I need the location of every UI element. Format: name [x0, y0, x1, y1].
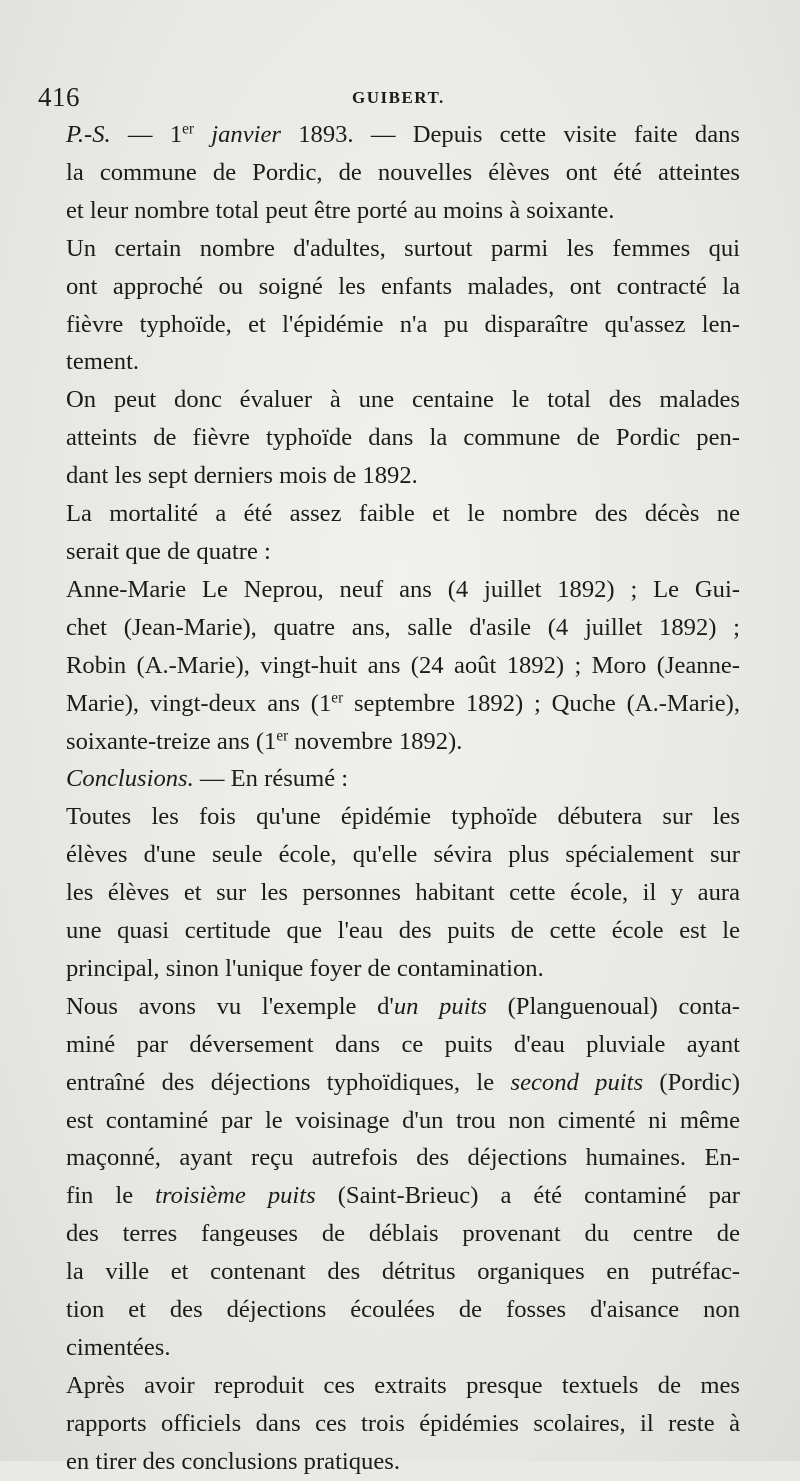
- text-line: fièvre typhoïde, et l'épidémie n'a pu disparaître qu'assez len-: [66, 310, 740, 338]
- text-line: tion et des déjections écoulées de fosses d'aisance non: [66, 1296, 740, 1324]
- paragraph-conclusions-heading: [40, 760, 740, 798]
- superscript: er: [331, 689, 344, 707]
- paragraph-examples: [40, 988, 740, 1367]
- text-line: chet (Jean-Marie), quatre ans, salle d'asile (4 juillet 1892) ;: [66, 613, 740, 641]
- superscript: er: [276, 727, 289, 745]
- text-line: entraîné des déjections typhoïdiques, le second puits (Pordic): [66, 1068, 740, 1096]
- text-line: fin le troisième puits (Saint-Brieuc) a été contaminé par: [66, 1182, 740, 1210]
- date-month: janvier: [211, 121, 281, 148]
- text-line: des terres fangeuses de déblais provenant du centre de: [66, 1220, 740, 1248]
- running-title: GUIBERT.: [352, 88, 445, 107]
- text-line: Conclusions. — En résumé :: [66, 765, 349, 793]
- text-line: cimentées.: [66, 1334, 171, 1361]
- text-line: les élèves et sur les personnes habitant cette école, il y aura: [66, 879, 740, 907]
- text-line: atteints de fièvre typhoïde dans la commune de Pordic pen-: [66, 424, 740, 452]
- text-line: La mortalité a été assez faible et le nombre des décès ne: [66, 500, 740, 528]
- text-line: serait que de quatre :: [66, 537, 271, 565]
- text-line: Toutes les fois qu'une épidémie typhoïde débutera sur les: [66, 803, 740, 831]
- paragraph-apres: [40, 1367, 740, 1481]
- text-line: la ville et contenant des détritus organiques en putréfac-: [66, 1258, 740, 1286]
- ps-label: P.-S.: [66, 121, 111, 148]
- text-line: Nous avons vu l'exemple d'un puits (Planguenoual) conta-: [66, 992, 740, 1020]
- superscript: er: [182, 120, 194, 138]
- text-line: et leur nombre total peut être porté au moins à soixante.: [66, 196, 615, 224]
- paragraph-mortality: [40, 495, 740, 571]
- text-line: principal, sinon l'unique foyer de contamination.: [66, 954, 544, 982]
- text-line: Anne-Marie Le Neprou, neuf ans (4 juillet 1892) ; Le Gui-: [66, 575, 740, 603]
- text-line: Après avoir reproduit ces extraits presque textuels de mes: [66, 1371, 740, 1399]
- text-line: miné par déversement dans ce puits d'eau pluviale ayant: [66, 1030, 740, 1058]
- page-body: [40, 116, 740, 1481]
- text-line: élèves d'une seule école, qu'elle sévira plus spécialement sur: [66, 841, 740, 869]
- paragraph-toutes: [40, 798, 740, 988]
- text-line: une quasi certitude que l'eau des puits de cette école est le: [66, 917, 740, 945]
- text-line: Robin (A.-Marie), vingt-huit ans (24 août 1892) ; Moro (Jeanne-: [66, 651, 740, 679]
- text-line: ont approché ou soigné les enfants malades, ont contracté la: [66, 272, 740, 300]
- text-line: P.-S. — 1er janvier 1893. — Depuis cette visite faite dans: [66, 120, 741, 148]
- text-line: tement.: [66, 348, 140, 376]
- text-line: est contaminé par le voisinage d'un trou non cimenté ni même: [66, 1106, 740, 1134]
- text-line: en tirer des conclusions pratiques.: [66, 1447, 400, 1475]
- conclusions-label: Conclusions.: [66, 765, 194, 793]
- paragraph-deaths: [40, 571, 740, 761]
- paragraph-adults: [40, 230, 740, 382]
- text-line: On peut donc évaluer à une centaine le total des malades: [66, 386, 740, 414]
- text-line: Un certain nombre d'adultes, surtout parmi les femmes qui: [66, 234, 740, 262]
- text-line: Marie), vingt-deux ans (1er septembre 1892) ; Quche (A.-Marie),: [66, 689, 740, 717]
- text-line: maçonné, ayant reçu autrefois des déjections humaines. En-: [66, 1144, 740, 1172]
- paragraph-total: [40, 381, 740, 495]
- paragraph-postscript: [40, 116, 740, 230]
- page-number: 416: [38, 82, 80, 112]
- text-line: la commune de Pordic, de nouvelles élèves ont été atteintes: [66, 158, 740, 186]
- text-line: dant les sept derniers mois de 1892.: [66, 462, 418, 490]
- text-line: rapports officiels dans ces trois épidémies scolaires, il reste à: [66, 1409, 740, 1437]
- page-header: [38, 82, 458, 118]
- text-line: soixante-treize ans (1er novembre 1892).: [66, 727, 463, 755]
